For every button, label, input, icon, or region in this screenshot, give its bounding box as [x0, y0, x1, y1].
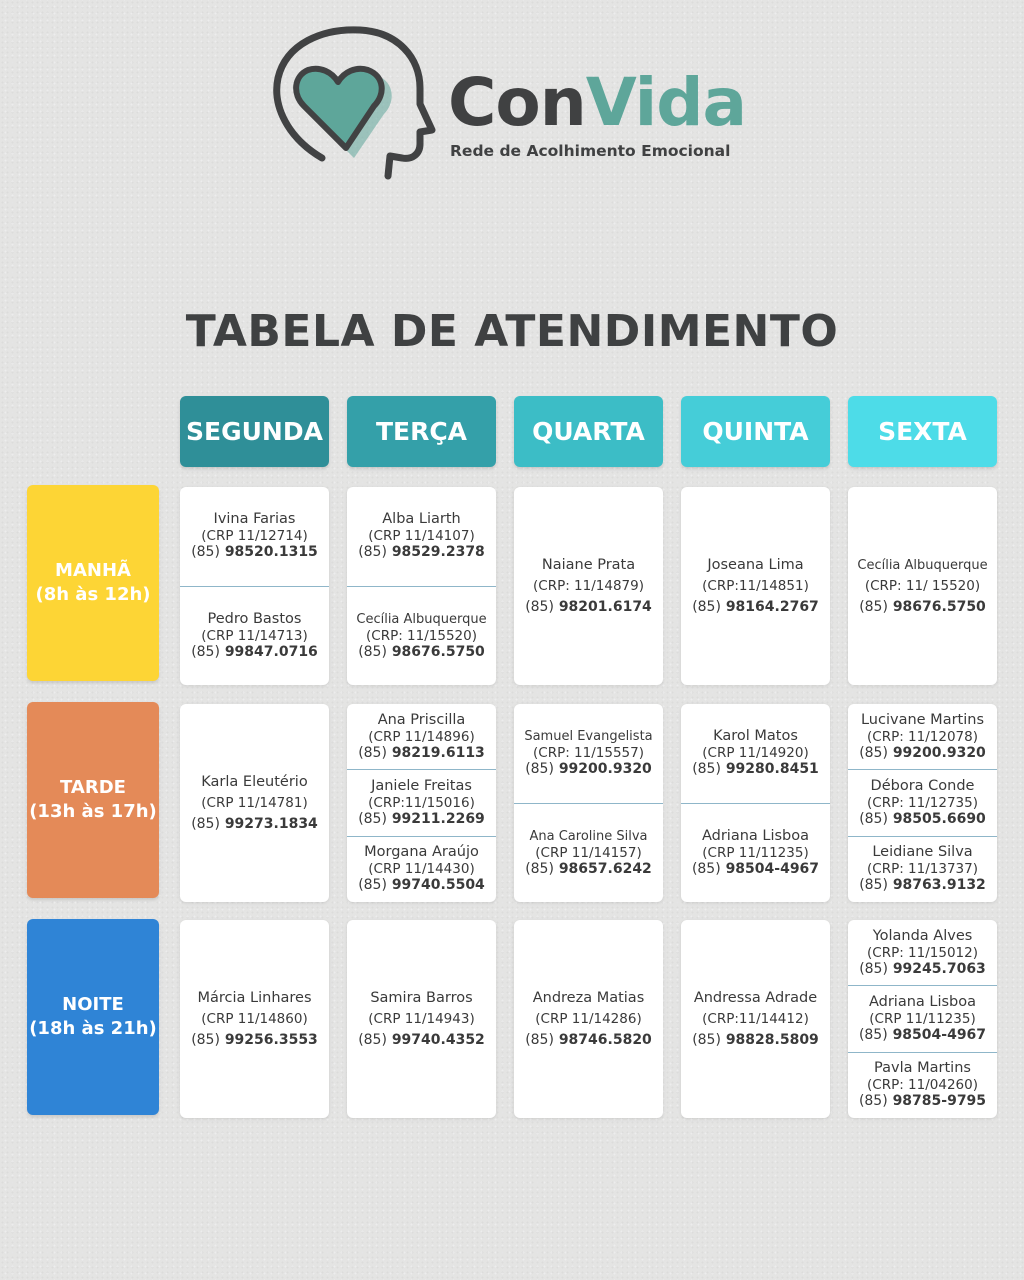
phone-area-code: (85) — [859, 744, 888, 761]
phone-number[interactable] — [859, 1093, 986, 1110]
schedule-cell — [681, 704, 830, 902]
phone-digits: 99740.5504 — [391, 877, 485, 894]
schedule-cell — [180, 920, 329, 1118]
phone-number[interactable] — [191, 644, 318, 661]
phone-number[interactable] — [191, 814, 318, 835]
phone-number[interactable] — [191, 544, 318, 561]
professional-name: Ana Priscilla — [377, 711, 466, 728]
schedule-cell — [848, 920, 997, 1118]
crp-number: (CRP 11/14430) — [368, 861, 475, 878]
head-heart-icon — [270, 26, 440, 186]
phone-digits: 98676.5750 — [391, 643, 485, 660]
professional-name: Samuel Evangelista — [524, 729, 653, 745]
day-header-sexta: SEXTA — [848, 396, 997, 467]
professional-entry — [514, 704, 663, 803]
professional-entry — [514, 803, 663, 903]
professional-entry — [347, 769, 496, 835]
professional-name: Cecília Albuquerque — [356, 611, 487, 627]
professional-entry — [180, 704, 329, 902]
crp-number: (CRP:11/14412) — [702, 1010, 809, 1027]
phone-digits: 98520.1315 — [224, 544, 318, 561]
day-header-tera: TERÇA — [347, 396, 496, 467]
phone-digits: 98504-4967 — [892, 1026, 987, 1043]
phone-area-code: (85) — [858, 1093, 888, 1110]
crp-number: (CRP 11/14781) — [201, 794, 308, 811]
crp-number: (CRP: 11/13737) — [867, 861, 978, 878]
professional-entry — [514, 487, 663, 685]
period-name: TARDE — [60, 777, 126, 798]
phone-number[interactable] — [358, 644, 485, 661]
phone-area-code: (85) — [358, 877, 387, 894]
crp-number: (CRP: 11/ 15520) — [864, 577, 981, 594]
schedule-cell — [514, 487, 663, 685]
phone-digits: 99200.9320 — [558, 761, 652, 778]
phone-digits: 98164.2767 — [725, 598, 819, 615]
professional-entry — [848, 487, 997, 685]
professional-name: Janiele Freitas — [371, 777, 472, 794]
phone-digits: 98746.5820 — [558, 1031, 652, 1048]
phone-area-code: (85) — [191, 544, 220, 561]
phone-digits: 99211.2269 — [391, 810, 485, 827]
phone-digits: 99256.3553 — [224, 1031, 318, 1048]
phone-number[interactable] — [859, 745, 986, 762]
period-hours: (18h às 21h) — [29, 1018, 157, 1039]
schedule-cell — [514, 704, 663, 902]
crp-number: (CRP: 11/15520) — [366, 627, 477, 644]
phone-digits: 98219.6113 — [391, 744, 485, 761]
professional-entry — [180, 487, 329, 586]
phone-area-code: (85) — [859, 598, 888, 615]
phone-digits: 99280.8451 — [725, 761, 819, 778]
phone-number[interactable] — [191, 1030, 318, 1051]
phone-digits: 98657.6242 — [558, 860, 652, 877]
crp-number: (CRP 11/11235) — [869, 1010, 976, 1027]
phone-number[interactable] — [525, 1030, 652, 1051]
crp-number: (CRP 11/14860) — [201, 1010, 308, 1027]
professional-entry — [848, 985, 997, 1051]
phone-area-code: (85) — [191, 1031, 220, 1048]
phone-digits: 99245.7063 — [892, 960, 986, 977]
phone-digits: 99740.4352 — [391, 1031, 485, 1048]
crp-number: (CRP:11/14851) — [702, 577, 809, 594]
professional-entry — [180, 586, 329, 686]
crp-number: (CRP: 11/12735) — [867, 794, 978, 811]
phone-digits: 98504-4967 — [725, 860, 820, 877]
schedule-cell — [681, 487, 830, 685]
phone-area-code: (85) — [691, 860, 721, 877]
professional-name: Pedro Bastos — [207, 610, 302, 627]
crp-number: (CRP: 11/15012) — [867, 944, 978, 961]
professional-name: Débora Conde — [870, 777, 975, 794]
phone-number[interactable] — [692, 597, 819, 618]
phone-digits: 98529.2378 — [391, 544, 485, 561]
phone-number[interactable] — [358, 1030, 485, 1051]
phone-area-code: (85) — [692, 1031, 721, 1048]
phone-area-code: (85) — [859, 810, 888, 827]
professional-name: Karla Eleutério — [201, 773, 308, 790]
phone-number[interactable] — [358, 811, 485, 828]
phone-number[interactable] — [692, 1030, 819, 1051]
schedule-cell — [180, 704, 329, 902]
professional-name: Naiane Prata — [541, 556, 636, 573]
schedule-cell — [848, 704, 997, 902]
professional-name: Adriana Lisboa — [701, 827, 810, 844]
brand-con: Con — [448, 64, 586, 141]
phone-area-code: (85) — [692, 598, 721, 615]
phone-number[interactable] — [525, 761, 652, 778]
crp-number: (CRP 11/14920) — [702, 745, 809, 762]
period-name: NOITE — [62, 994, 124, 1015]
professional-name: Samira Barros — [370, 989, 473, 1006]
phone-area-code: (85) — [525, 761, 554, 778]
professional-entry — [347, 586, 496, 686]
professional-entry — [848, 1052, 997, 1118]
professional-name: Adriana Lisboa — [868, 993, 977, 1010]
phone-area-code: (85) — [358, 1031, 387, 1048]
crp-number: (CRP 11/14286) — [535, 1010, 642, 1027]
crp-number: (CRP: 11/04260) — [867, 1077, 978, 1094]
phone-digits: 98505.6690 — [892, 810, 986, 827]
period-hours: (13h às 17h) — [29, 801, 157, 822]
phone-area-code: (85) — [358, 643, 387, 660]
professional-entry — [681, 704, 830, 803]
professional-entry — [681, 487, 830, 685]
crp-number: (CRP:11/15016) — [368, 794, 475, 811]
crp-number: (CRP 11/14713) — [201, 627, 308, 644]
schedule-cell — [347, 704, 496, 902]
phone-digits: 98763.9132 — [892, 877, 986, 894]
period-noite — [27, 919, 159, 1115]
crp-number: (CRP 11/14157) — [535, 844, 642, 861]
professional-name: Joseana Lima — [707, 556, 804, 573]
phone-area-code: (85) — [525, 860, 554, 877]
phone-area-code: (85) — [358, 810, 387, 827]
professional-name: Yolanda Alves — [872, 927, 973, 944]
phone-area-code: (85) — [191, 815, 220, 832]
phone-number[interactable] — [859, 811, 986, 828]
schedule-cell — [514, 920, 663, 1118]
professional-name: Alba Liarth — [382, 511, 461, 528]
schedule-cell — [347, 487, 496, 685]
professional-entry — [848, 769, 997, 835]
professional-entry — [347, 920, 496, 1118]
crp-number: (CRP 11/11235) — [702, 844, 809, 861]
schedule-cell — [848, 487, 997, 685]
professional-entry — [514, 920, 663, 1118]
day-header-segunda: SEGUNDA — [180, 396, 329, 467]
phone-digits: 98828.5809 — [725, 1031, 819, 1048]
professional-name: Andreza Matias — [532, 989, 645, 1006]
period-name: MANHÃ — [55, 560, 131, 581]
professional-entry — [848, 836, 997, 902]
phone-number[interactable] — [859, 597, 986, 618]
brand-tagline: Rede de Acolhimento Emocional — [450, 142, 731, 160]
day-header-quinta: QUINTA — [681, 396, 830, 467]
phone-digits: 99847.0716 — [224, 643, 318, 660]
crp-number: (CRP: 11/12078) — [867, 728, 978, 745]
professional-entry — [180, 920, 329, 1118]
professional-name: Pavla Martins — [874, 1060, 971, 1077]
phone-area-code: (85) — [191, 643, 220, 660]
professional-name: Márcia Linhares — [197, 989, 312, 1006]
crp-number: (CRP: 11/14879) — [533, 577, 644, 594]
phone-area-code: (85) — [859, 960, 888, 977]
phone-number[interactable] — [692, 761, 819, 778]
phone-area-code: (85) — [525, 1031, 554, 1048]
phone-digits: 99273.1834 — [224, 815, 318, 832]
schedule-cell — [681, 920, 830, 1118]
crp-number: (CRP 11/12714) — [201, 528, 308, 545]
day-header-quarta: QUARTA — [514, 396, 663, 467]
crp-number: (CRP 11/14107) — [368, 528, 475, 545]
professional-entry — [681, 920, 830, 1118]
professional-name: Andressa Adrade — [693, 989, 818, 1006]
professional-entry — [347, 836, 496, 902]
phone-area-code: (85) — [859, 877, 888, 894]
phone-number[interactable] — [358, 745, 485, 762]
period-tarde — [27, 702, 159, 898]
convida-logo — [270, 26, 770, 186]
phone-number[interactable] — [525, 597, 652, 618]
phone-digits: 98201.6174 — [558, 598, 652, 615]
phone-digits: 99200.9320 — [892, 744, 986, 761]
crp-number: (CRP 11/14896) — [368, 728, 475, 745]
phone-digits: 98785-9795 — [892, 1093, 987, 1110]
schedule-cell — [180, 487, 329, 685]
phone-area-code: (85) — [858, 1026, 888, 1043]
phone-area-code: (85) — [358, 544, 387, 561]
period-manha — [27, 485, 159, 681]
professional-entry — [848, 704, 997, 769]
phone-area-code: (85) — [525, 598, 554, 615]
schedule-cell — [347, 920, 496, 1118]
professional-entry — [347, 487, 496, 586]
crp-number: (CRP 11/14943) — [368, 1010, 475, 1027]
phone-area-code: (85) — [692, 761, 721, 778]
phone-number[interactable] — [692, 861, 819, 878]
professional-entry — [681, 803, 830, 903]
phone-number[interactable] — [859, 1027, 986, 1044]
page-title: TABELA DE ATENDIMENTO — [185, 306, 839, 357]
professional-name: Cecília Albuquerque — [857, 557, 988, 573]
brand-name — [448, 64, 747, 141]
professional-name: Ana Caroline Silva — [529, 828, 648, 844]
professional-name: Morgana Araújo — [364, 844, 479, 861]
phone-number[interactable] — [358, 877, 485, 894]
phone-number[interactable] — [358, 544, 485, 561]
professional-name: Leidiane Silva — [872, 844, 973, 861]
brand-vida: Vida — [585, 64, 747, 141]
phone-number[interactable] — [859, 877, 986, 894]
period-hours: (8h às 12h) — [35, 584, 151, 605]
phone-number[interactable] — [525, 861, 652, 878]
professional-name: Ivina Farias — [213, 511, 296, 528]
phone-area-code: (85) — [358, 744, 387, 761]
professional-entry — [848, 920, 997, 985]
professional-name: Lucivane Martins — [860, 711, 985, 728]
phone-digits: 98676.5750 — [892, 598, 986, 615]
professional-name: Karol Matos — [713, 728, 798, 745]
crp-number: (CRP: 11/15557) — [533, 745, 644, 762]
professional-entry — [347, 704, 496, 769]
phone-number[interactable] — [859, 961, 986, 978]
